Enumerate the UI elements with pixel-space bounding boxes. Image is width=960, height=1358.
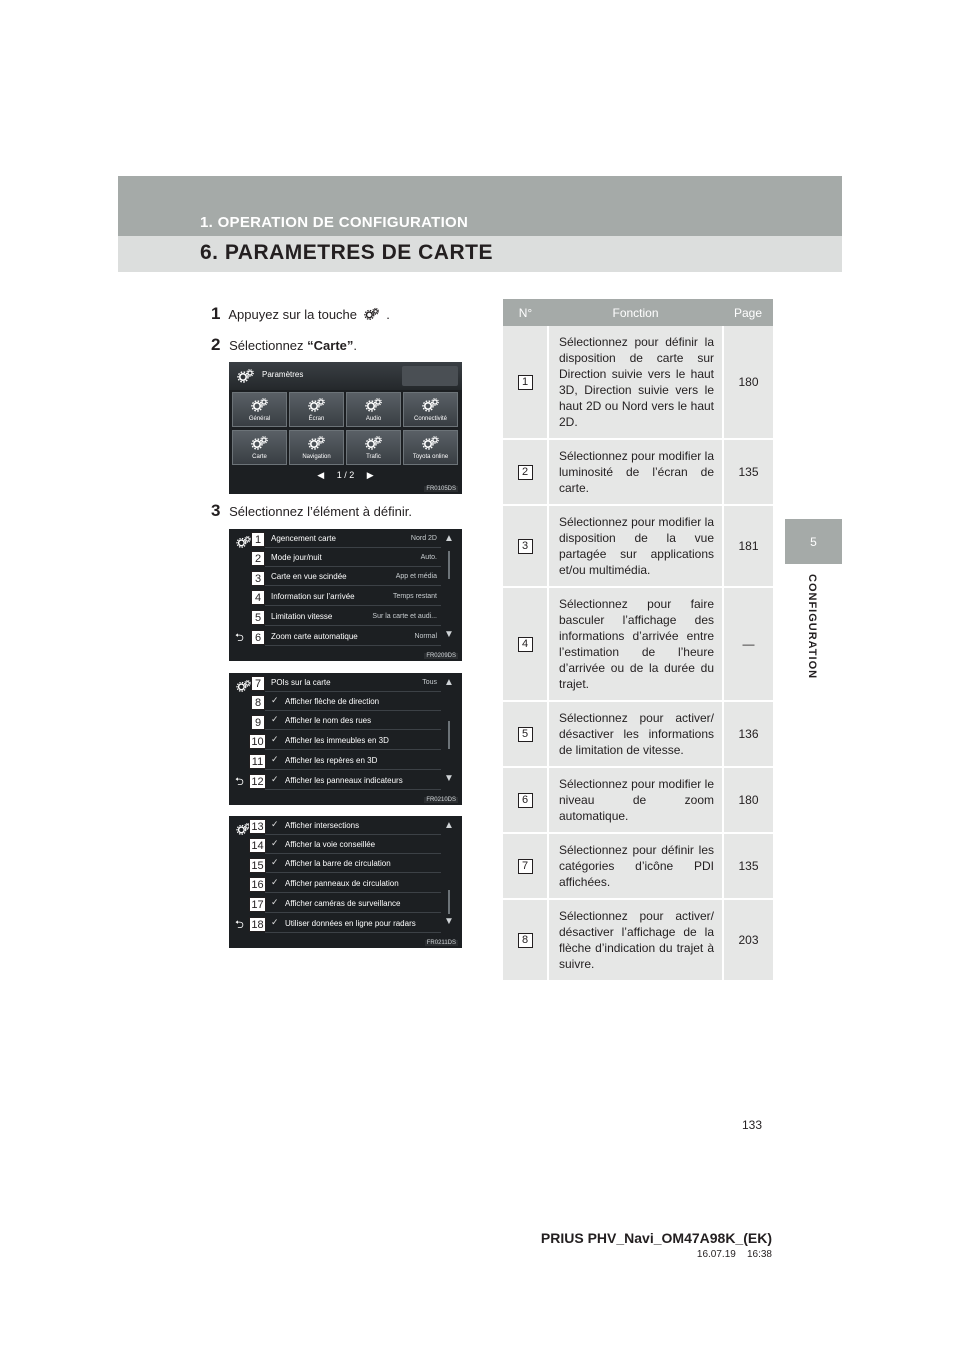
col-header-function: Fonction (548, 299, 723, 326)
callout-number: 9 (251, 715, 265, 730)
page-indicator: 1 / 2 (336, 470, 355, 480)
list-item[interactable] (265, 854, 441, 873)
check-icon: ✓ (271, 754, 279, 764)
page-cell: 135 (723, 833, 773, 899)
table-row (503, 587, 773, 701)
online-icon (422, 435, 440, 451)
connectivity-icon (422, 397, 440, 413)
settings-screenshot (229, 362, 462, 494)
check-icon: ✓ (271, 714, 279, 724)
callout-number: 16 (249, 877, 266, 892)
scroll-track (448, 721, 450, 749)
check-icon: ✓ (271, 897, 279, 907)
table-row (503, 701, 773, 767)
scroll-up-icon[interactable]: ▲ (444, 677, 454, 688)
scroll-up-icon[interactable]: ▲ (444, 533, 454, 544)
item-value: Nord 2D (410, 535, 437, 542)
scroll-down-icon[interactable]: ▼ (444, 916, 454, 927)
list-item[interactable] (265, 914, 441, 933)
scroll-down-icon[interactable]: ▼ (444, 629, 454, 640)
list-item[interactable] (265, 548, 441, 567)
item-value: Temps restant (393, 593, 437, 600)
list-item[interactable] (265, 835, 441, 854)
page-number: 133 (742, 1118, 763, 1132)
item-label: Afficher flèche de direction (285, 697, 380, 706)
figure-code: FR0211DS (426, 940, 456, 946)
item-label: Utiliser données en ligne pour radars (285, 919, 416, 928)
callout-number: 8 (518, 933, 533, 948)
list-item[interactable] (265, 587, 441, 606)
step-3 (211, 501, 412, 521)
callout-number: 7 (251, 676, 265, 691)
tile-label: Carte (252, 454, 267, 460)
page-cell: 181 (723, 505, 773, 587)
chapter-tab: 5 (785, 519, 842, 564)
check-icon: ✓ (271, 877, 279, 887)
scrollbar[interactable] (442, 820, 456, 932)
table-row (503, 505, 773, 587)
item-value: Tous (422, 679, 437, 686)
callout-number: 11 (249, 754, 266, 769)
item-label: Agencement carte (271, 534, 336, 543)
item-label: Afficher intersections (285, 821, 360, 830)
item-label: Afficher caméras de surveillance (285, 899, 401, 908)
print-date (697, 1249, 772, 1260)
item-label: Afficher le nom des rues (285, 716, 372, 725)
item-label: Information sur l’arrivée (271, 592, 355, 601)
check-icon: ✓ (271, 774, 279, 784)
item-label: Limitation vitesse (271, 612, 333, 621)
tile-carte[interactable] (232, 430, 287, 465)
function-cell: Sélectionnez pour activer/ désactiver l’affichage de la flèche d’indication du trajet à suivre. (548, 899, 723, 981)
list-item[interactable] (265, 567, 441, 586)
settings-title-bar (229, 362, 462, 390)
list-item[interactable] (265, 673, 441, 692)
callout-number: 8 (251, 695, 265, 710)
tile-label: Navigation (302, 454, 331, 460)
step-text: Sélectionnez l’élément à définir. (229, 504, 412, 519)
pager (229, 470, 462, 486)
function-cell: Sélectionnez pour modifier la luminosité de l’écran de carte. (548, 439, 723, 505)
scroll-down-icon[interactable]: ▼ (444, 773, 454, 784)
list-item[interactable] (265, 894, 441, 913)
tile-label: Connectivité (413, 416, 448, 422)
map-settings-screenshot-3 (229, 816, 462, 948)
tile-label: Toyota online (412, 454, 449, 460)
list-item[interactable] (265, 692, 441, 711)
item-label: POIs sur la carte (271, 678, 331, 687)
item-label: Zoom carte automatique (271, 632, 358, 641)
item-label: Afficher les repères en 3D (285, 756, 378, 765)
item-value: App et média (395, 573, 437, 580)
item-value: Normal (414, 633, 437, 640)
callout-number: 17 (249, 897, 266, 912)
col-header-page: Page (723, 299, 773, 326)
table-row (503, 833, 773, 899)
scroll-track (448, 551, 450, 579)
prev-page-icon[interactable]: ◀ (317, 470, 325, 480)
print-date-day: 16.07.19 (696, 1249, 736, 1260)
step-number: 1 (211, 304, 221, 323)
scrollbar[interactable] (442, 533, 456, 645)
check-icon: ✓ (271, 917, 279, 927)
step-text: Sélectionnez (229, 338, 304, 353)
callout-number: 2 (251, 551, 265, 566)
function-cell: Sélectionnez pour modifier la disposition de la vue partagée sur applications et/ou multimédia. (548, 505, 723, 587)
settings-gear-icon (236, 535, 252, 549)
function-cell: Sélectionnez pour définir la disposition de carte sur Direction suivie vers le haut 3D, Direction suivie vers le haut 2D ou Nord vers le haut 2D. (548, 326, 723, 439)
item-label: Afficher la voie conseillée (285, 840, 376, 849)
list-item[interactable] (265, 771, 441, 790)
callout-number: 4 (518, 637, 533, 652)
callout-number: 18 (249, 917, 266, 932)
list-item[interactable] (265, 607, 441, 626)
gear-icon (251, 397, 269, 413)
settings-gear-icon (237, 368, 255, 384)
callout-number: 7 (518, 859, 533, 874)
item-label: Afficher panneaux de circulation (285, 879, 399, 888)
map-settings-screenshot-2 (229, 673, 462, 805)
table-header-row (503, 299, 773, 326)
callout-number: 1 (518, 375, 533, 390)
step-text-end: . (353, 338, 358, 353)
chapter-label (799, 574, 829, 714)
chapter-label-text: CONFIGURATION (806, 574, 818, 680)
item-label: Carte en vue scindée (271, 572, 347, 581)
tile-audio[interactable] (346, 392, 401, 427)
back-icon[interactable]: ⮌ (235, 776, 244, 788)
next-page-icon[interactable]: ▶ (366, 470, 374, 480)
callout-number: 2 (518, 465, 533, 480)
check-icon: ✓ (271, 734, 279, 744)
page-cell: 180 (723, 767, 773, 833)
list-item[interactable] (265, 751, 441, 770)
list-item[interactable] (265, 816, 441, 835)
callout-number: 1 (251, 532, 265, 547)
item-value: Auto. (420, 554, 437, 561)
tile-label: Écran (308, 416, 325, 422)
navigation-icon (308, 435, 326, 451)
callout-number: 13 (249, 819, 266, 834)
list-item[interactable] (265, 711, 441, 730)
status-area (402, 366, 458, 386)
tile-general[interactable] (232, 392, 287, 427)
list-item[interactable] (265, 874, 441, 893)
callout-number: 12 (249, 774, 266, 789)
list-item[interactable] (265, 529, 441, 548)
step-number: 2 (211, 335, 221, 354)
page-cell: 136 (723, 701, 773, 767)
callout-number: 6 (518, 793, 533, 808)
step-bold-text: “Carte” (307, 338, 354, 353)
traffic-icon (365, 435, 383, 451)
function-cell: Sélectionnez pour faire basculer l’affichage des informations d’arrivée entre l’estimation de l’heure d’arrivée ou de la durée du trajet. (548, 587, 723, 701)
step-2 (211, 335, 357, 355)
check-icon: ✓ (271, 838, 279, 848)
section-header (118, 176, 842, 236)
list-item[interactable] (265, 627, 441, 646)
figure-code: FR0210DS (426, 797, 456, 803)
scroll-track (448, 890, 450, 914)
table-row (503, 899, 773, 981)
back-icon[interactable]: ⮌ (235, 919, 244, 931)
function-cell: Sélectionnez pour modifier le niveau de zoom automatique. (548, 767, 723, 833)
callout-number: 14 (249, 838, 266, 853)
table-row (503, 326, 773, 439)
scrollbar[interactable] (442, 677, 456, 789)
callout-number: 3 (251, 571, 265, 586)
figure-code: FR0209DS (426, 653, 456, 659)
page-cell: 135 (723, 439, 773, 505)
step-1 (211, 304, 390, 324)
item-label: Afficher les panneaux indicateurs (285, 776, 403, 785)
page-title: 6. PARAMETRES DE CARTE (200, 241, 493, 264)
callout-number: 4 (251, 590, 265, 605)
table-row (503, 439, 773, 505)
callout-number: 3 (518, 539, 533, 554)
back-icon[interactable]: ⮌ (235, 632, 244, 644)
callout-number: 5 (518, 727, 533, 742)
callout-number: 5 (251, 610, 265, 625)
item-label: Afficher les immeubles en 3D (285, 736, 389, 745)
check-icon: ✓ (271, 857, 279, 867)
list-item[interactable] (265, 731, 441, 750)
item-label: Mode jour/nuit (271, 553, 322, 562)
tile-label: Général (248, 416, 271, 422)
map-icon (251, 435, 269, 451)
section-title: 1. OPERATION DE CONFIGURATION (200, 214, 469, 231)
settings-gear-icon (364, 306, 380, 322)
tile-label: Audio (365, 416, 382, 422)
tile-connectivite[interactable] (403, 392, 458, 427)
page-header (118, 236, 842, 272)
function-cell: Sélectionnez pour activer/ désactiver les informations de limitation de vitesse. (548, 701, 723, 767)
step-number: 3 (211, 501, 221, 520)
settings-title: Paramètres (262, 370, 304, 379)
col-header-number: N° (503, 299, 548, 326)
function-cell: Sélectionnez pour définir les catégories d’icône PDI affichées. (548, 833, 723, 899)
page-cell: 180 (723, 326, 773, 439)
table-row (503, 767, 773, 833)
map-settings-screenshot-1 (229, 529, 462, 661)
check-icon: ✓ (271, 695, 279, 705)
function-table (503, 299, 773, 982)
tile-label: Trafic (366, 454, 381, 460)
callout-number: 10 (249, 734, 266, 749)
tile-ecran[interactable] (289, 392, 344, 427)
page-cell: — (723, 587, 773, 701)
figure-code: FR0105DS (426, 486, 456, 492)
step-text: Appuyez sur la touche (228, 307, 358, 322)
check-icon: ✓ (271, 819, 279, 829)
tile-toyota-online[interactable] (403, 430, 458, 465)
print-date-time: 16:38 (746, 1249, 772, 1260)
settings-gear-icon (236, 679, 252, 693)
callout-number: 15 (249, 858, 266, 873)
page-cell: 203 (723, 899, 773, 981)
callout-number: 6 (251, 630, 265, 645)
item-label: Afficher la barre de circulation (285, 859, 391, 868)
item-value: Sur la carte et audi... (372, 613, 437, 620)
step-text-end: . (386, 307, 390, 322)
audio-icon (365, 397, 383, 413)
scroll-up-icon[interactable]: ▲ (444, 820, 454, 831)
display-icon (308, 397, 326, 413)
tile-navigation[interactable] (289, 430, 344, 465)
tile-trafic[interactable] (346, 430, 401, 465)
document-id: PRIUS PHV_Navi_OM47A98K_(EK) (540, 1230, 772, 1246)
